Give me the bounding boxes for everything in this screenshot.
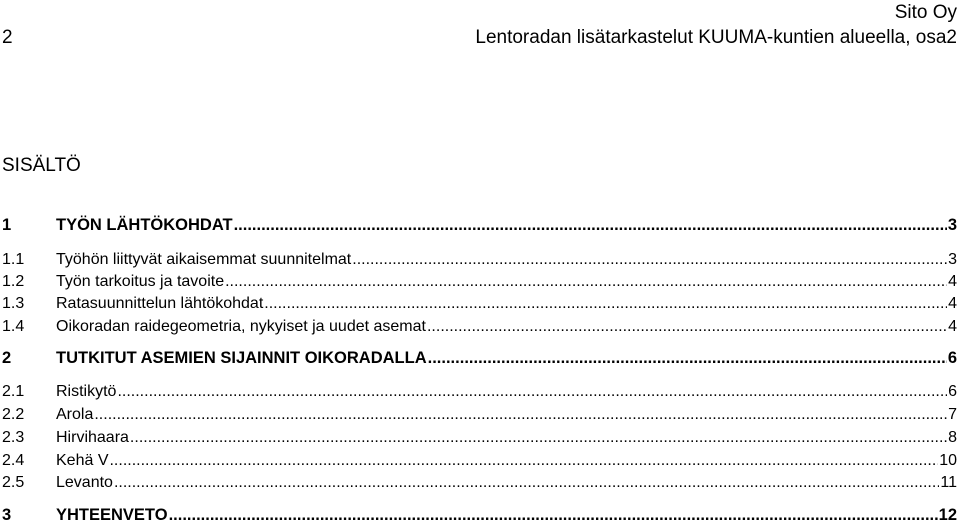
toc-entry[interactable] [2,405,957,424]
company-name: Sito Oy [894,2,957,23]
toc-entry-page: 3 [948,251,957,268]
toc-entry-page: 6 [947,349,957,367]
toc-entry[interactable] [2,272,957,291]
toc-entry-number: 3 [2,506,12,524]
toc-entry-number: 2 [2,349,12,367]
toc-entry[interactable] [2,294,957,313]
toc-entry-page: 12 [938,506,957,524]
toc-heading: SISÄLTÖ [2,155,81,176]
toc-entry-page: 4 [948,295,957,312]
toc-entry-page: 7 [948,406,957,423]
toc-dot-leader [234,215,947,235]
toc-entry-page: 4 [948,273,957,290]
toc-entry-number: 2.4 [2,452,25,469]
toc-dot-leader [117,382,947,401]
toc-entry-title: YHTEENVETO [56,506,168,524]
toc-entry-page: 3 [947,216,957,234]
toc-entry[interactable] [2,317,957,336]
toc-dot-leader [264,294,947,313]
toc-entry-title: Oikoradan raidegeometria, nykyiset ja uudet asemat [56,318,426,335]
toc-dot-leader [109,451,938,470]
toc-entry-title: Ratasuunnittelun lähtökohdat [56,295,264,312]
toc-entry-title: Arola [56,406,94,423]
toc-entry[interactable] [2,428,957,447]
toc-dot-leader [427,317,947,336]
document-title: Lentoradan lisätarkastelut KUUMA-kuntien alueella, osa2 [475,27,957,48]
toc-entry-number: 2.2 [2,406,25,423]
toc-dot-leader [169,505,938,525]
toc-entry-number: 2.5 [2,474,25,491]
toc-entry[interactable] [2,473,957,492]
toc-entry[interactable] [2,215,957,235]
toc-entry[interactable] [2,348,957,368]
toc-dot-leader [94,405,947,424]
toc-entry-number: 1.2 [2,273,25,290]
toc-dot-leader [225,272,947,291]
toc-entry[interactable] [2,250,957,269]
toc-entry-page: 11 [940,474,957,491]
toc-entry-title: Hirvihaara [56,429,129,446]
toc-entry-page: 4 [948,318,957,335]
toc-entry-title: TUTKITUT ASEMIEN SIJAINNIT OIKORADALLA [56,349,427,367]
toc-entry[interactable] [2,451,957,470]
toc-entry-title: Levanto [56,474,113,491]
toc-entry-title: TYÖN LÄHTÖKOHDAT [56,216,233,234]
toc-entry-number: 1.3 [2,295,25,312]
toc-entry-number: 1.4 [2,318,25,335]
toc-entry-title: Työn tarkoitus ja tavoite [56,273,225,290]
toc-dot-leader [114,473,939,492]
toc-entry-page: 6 [948,383,957,400]
toc-entry-number: 1.1 [2,251,25,268]
toc-entry-title: Työhön liittyvät aikaisemmat suunnitelmat [56,251,352,268]
toc-entry-title: Kehä V [56,452,109,469]
toc-dot-leader [352,250,947,269]
toc-entry-title: Ristikytö [56,383,117,400]
toc-entry-page: 10 [939,452,957,469]
toc-dot-leader [428,348,947,368]
toc-dot-leader [130,428,947,447]
toc-entry-page: 8 [948,429,957,446]
toc-entry-number: 2.3 [2,429,25,446]
toc-entry-number: 1 [2,216,12,234]
toc-entry[interactable] [2,505,957,525]
toc-entry-number: 2.1 [2,383,25,400]
toc-entry[interactable] [2,382,957,401]
page-number: 2 [2,27,13,48]
